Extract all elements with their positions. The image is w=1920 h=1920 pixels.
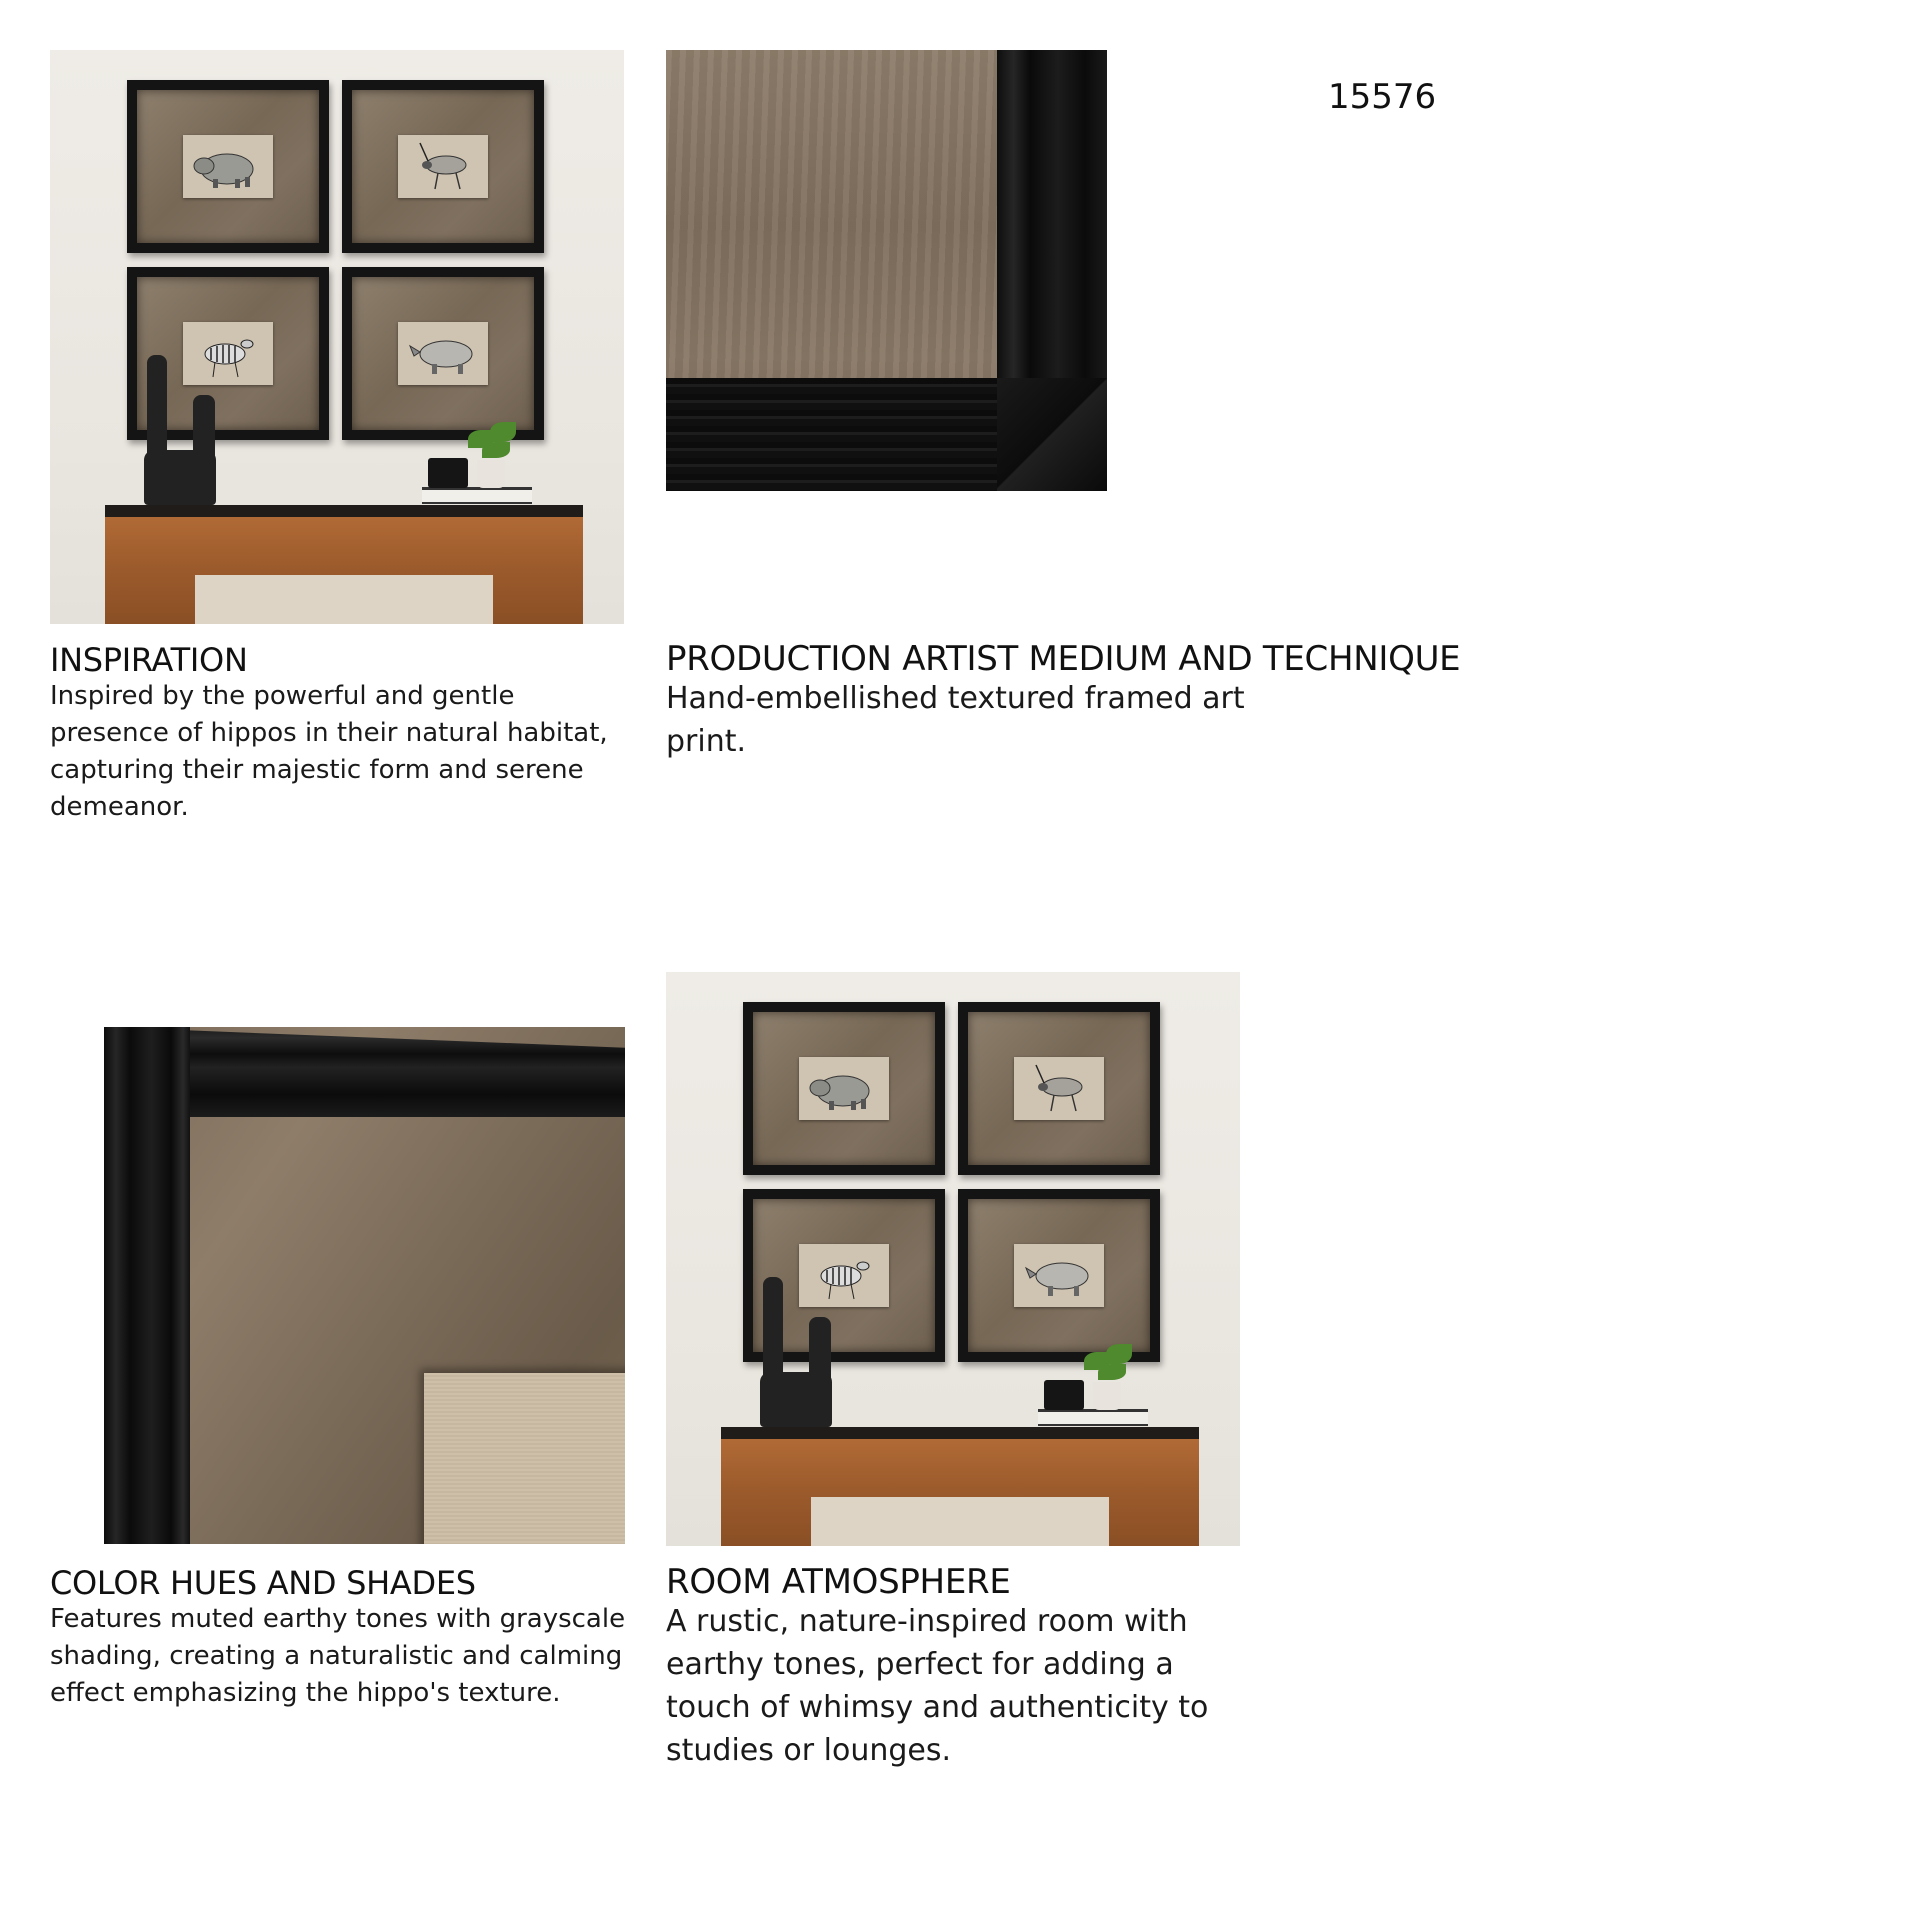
zebra-sketch-icon bbox=[799, 1244, 889, 1307]
framed-print-rhino bbox=[958, 1189, 1160, 1362]
console-table-top bbox=[721, 1427, 1199, 1439]
black-canister bbox=[428, 458, 468, 488]
frame-corner-detail-image bbox=[104, 1027, 625, 1544]
framed-print-hippo bbox=[127, 80, 329, 253]
plant-pot bbox=[1093, 1382, 1121, 1410]
frame-corner-closeup-image bbox=[666, 50, 1107, 491]
stacked-books bbox=[422, 487, 532, 504]
rhino-sketch-icon bbox=[1014, 1244, 1104, 1307]
oryx-sketch-icon bbox=[398, 135, 488, 198]
linen-print-corner bbox=[424, 1373, 625, 1544]
color-text: Features muted earthy tones with grayscale shading, creating a naturalistic and calming effect emphasizing the hippo's texture. bbox=[50, 1604, 626, 1708]
stacked-books bbox=[1038, 1409, 1148, 1426]
room-scene-image-bottom bbox=[666, 972, 1240, 1546]
rhino-sketch-icon bbox=[398, 322, 488, 385]
framed-print-oryx bbox=[958, 1002, 1160, 1175]
hippo-sketch-icon bbox=[799, 1057, 889, 1120]
console-table-top bbox=[105, 505, 583, 517]
framed-print-hippo bbox=[743, 1002, 945, 1175]
framed-print-rhino bbox=[342, 267, 544, 440]
product-sku: 15576 bbox=[1328, 77, 1437, 117]
room-heading: ROOM ATMOSPHERE bbox=[666, 1562, 1011, 1602]
black-canister bbox=[1044, 1380, 1084, 1410]
production-heading: PRODUCTION ARTIST MEDIUM AND TECHNIQUE bbox=[666, 639, 1461, 679]
inspiration-text: Inspired by the powerful and gentle presence of hippos in their natural habitat, capturing their majestic form and serene demeanor. bbox=[50, 681, 608, 822]
room-scene-image-top bbox=[50, 50, 624, 624]
color-heading: COLOR HUES AND SHADES bbox=[50, 1564, 476, 1602]
production-text: Hand-embellished textured framed art print. bbox=[666, 681, 1245, 759]
framed-print-oryx bbox=[342, 80, 544, 253]
zebra-sketch-icon bbox=[183, 322, 273, 385]
plant-pot bbox=[477, 460, 505, 488]
hippo-sketch-icon bbox=[183, 135, 273, 198]
inspiration-heading: INSPIRATION bbox=[50, 641, 248, 679]
oryx-sketch-icon bbox=[1014, 1057, 1104, 1120]
room-text: A rustic, nature-inspired room with earthy tones, perfect for adding a touch of whimsy and authenticity to studies or lounges. bbox=[666, 1604, 1209, 1768]
